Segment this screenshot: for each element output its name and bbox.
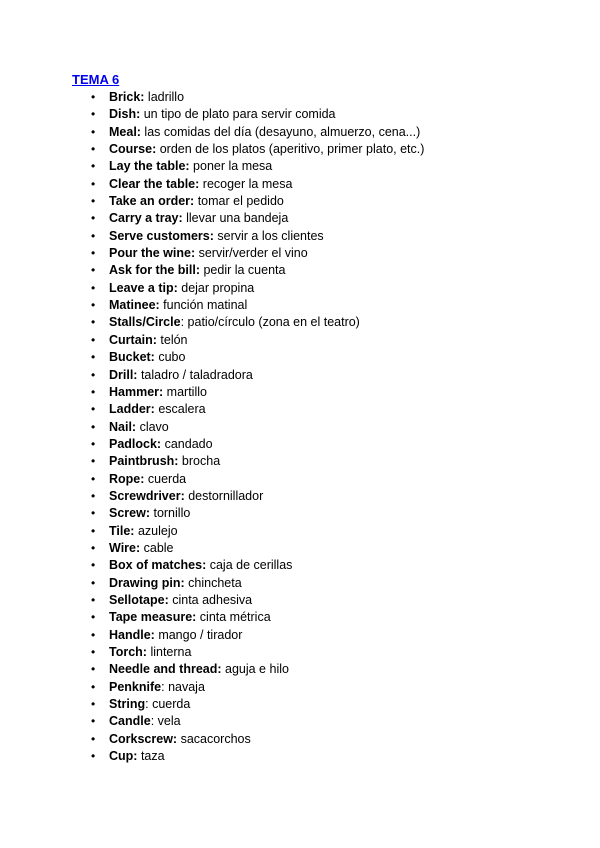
vocab-translation: pedir la cuenta [199,263,286,278]
vocab-translation: mango / tirador [154,627,243,642]
list-item [0,401,424,418]
vocab-term: Hammer: [109,384,164,399]
vocab-translation: taza [137,749,165,764]
vocab-term: Screw: [109,506,150,521]
list-item [0,696,424,713]
vocab-term: Lay the table: [109,159,190,174]
vocab-translation: navaja [164,679,205,694]
vocab-term: Stalls/Circle [109,315,181,330]
list-item [0,228,424,245]
vocab-term: Box of matches: [109,558,207,573]
list-item [0,367,424,384]
vocab-translation: destornillador [184,488,264,503]
vocab-translation: tornillo [150,506,191,521]
vocab-translation: tomar el pedido [194,194,284,209]
list-item [0,471,424,488]
vocab-translation: candado [161,436,213,451]
vocab-translation: patio/círculo (zona en el teatro) [184,315,360,330]
vocab-separator: : [161,679,165,694]
vocab-term: Wire: [109,540,141,555]
vocab-term: Course: [109,142,157,157]
vocab-translation: ladrillo [144,90,185,104]
vocab-term: Dish: [109,107,141,122]
bullet-icon: • [91,176,96,191]
bullet-icon: • [91,454,96,469]
vocab-term: Corkscrew: [109,731,178,746]
vocab-term: Screwdriver: [109,488,185,503]
bullet-icon: • [91,436,96,451]
bullet-icon: • [91,627,96,642]
bullet-icon: • [91,367,96,382]
vocab-translation: servir/verder el vino [195,246,308,261]
bullet-icon: • [91,90,96,104]
vocab-translation: caja de cerillas [206,558,293,573]
vocab-term: Handle: [109,627,155,642]
bullet-icon: • [91,749,96,764]
list-item [0,557,424,574]
vocab-translation: brocha [178,454,221,469]
vocab-translation: un tipo de plato para servir comida [140,107,336,122]
bullet-icon: • [91,419,96,434]
vocab-term: Penknife [109,679,162,694]
vocab-translation: martillo [163,384,207,399]
vocab-term: Paintbrush: [109,454,179,469]
list-item [0,314,424,331]
list-item [0,89,424,106]
bullet-icon: • [91,645,96,659]
list-item [0,245,424,262]
list-item [0,384,424,401]
vocab-term: Tape measure: [109,610,197,625]
vocab-term: Drawing pin: [109,575,185,590]
vocab-term: Rope: [109,471,145,486]
vocab-term: Bucket: [109,350,155,365]
bullet-icon: • [91,315,96,330]
vocab-translation: cubo [154,350,186,365]
vocab-term: Matinee: [109,298,160,313]
vocab-term: Ladder: [109,402,155,417]
vocab-translation: telón [156,332,188,347]
list-item [0,193,424,210]
bullet-icon: • [91,350,96,365]
vocab-translation: escalera [154,402,206,417]
list-item [0,297,424,314]
list-item [0,731,424,748]
list-item [0,158,424,175]
list-item [0,609,424,626]
vocab-translation: cuerda [144,471,187,486]
bullet-icon: • [91,506,96,521]
vocabulary-list [0,89,424,765]
bullet-icon: • [91,679,96,694]
vocab-translation: poner la mesa [189,159,273,174]
vocab-translation: orden de los platos (aperitivo, primer plato, etc.) [156,142,425,157]
bullet-icon: • [91,263,96,278]
vocab-term: Carry a tray: [109,211,183,226]
bullet-icon: • [91,228,96,243]
vocab-term: Ask for the bill: [109,263,200,278]
vocab-term: Drill: [109,367,138,382]
bullet-icon: • [91,280,96,295]
vocab-term: Padlock: [109,436,162,451]
list-item [0,523,424,540]
vocab-term: Serve customers: [109,228,214,243]
list-item [0,280,424,297]
vocab-translation: llevar una bandeja [182,211,289,226]
list-item [0,661,424,678]
list-item [0,644,424,661]
vocab-translation: sacacorchos [177,731,251,746]
vocab-translation: taladro / taladradora [137,367,253,382]
bullet-icon: • [91,107,96,122]
vocab-term: Leave a tip: [109,280,178,295]
bullet-icon: • [91,697,96,712]
vocab-translation: las comidas del día (desayuno, almuerzo, cena...) [140,124,421,139]
vocab-separator: : [180,315,185,330]
vocab-term: Torch: [109,645,147,659]
list-item [0,141,424,158]
bullet-icon: • [91,246,96,261]
bullet-icon: • [91,298,96,313]
vocab-translation: dejar propina [177,280,255,295]
vocab-translation: aguja e hilo [221,662,289,677]
list-item [0,748,424,765]
list-item [0,106,424,123]
bullet-icon: • [91,592,96,607]
bullet-icon: • [91,194,96,209]
bullet-icon: • [91,124,96,139]
bullet-icon: • [91,610,96,625]
bullet-icon: • [91,662,96,677]
list-item [0,453,424,470]
vocab-term: Pour the wine: [109,246,196,261]
vocab-translation: servir a los clientes [213,228,324,243]
vocab-term: Meal: [109,124,141,139]
bullet-icon: • [91,471,96,486]
list-item [0,505,424,522]
vocab-translation: cable [140,540,174,555]
list-item [0,124,424,141]
vocab-term: Cup: [109,749,138,764]
vocab-term: Nail: [109,419,137,434]
vocab-translation: clavo [136,419,169,434]
bullet-icon: • [91,402,96,417]
bullet-icon: • [91,575,96,590]
list-item [0,210,424,227]
vocab-term: Clear the table: [109,176,200,191]
bullet-icon: • [91,523,96,538]
vocab-translation: vela [154,714,181,729]
list-item [0,592,424,609]
bullet-icon: • [91,540,96,555]
vocab-term: Take an order: [109,194,195,209]
list-item [0,349,424,366]
section-heading-link[interactable]: TEMA 6 [72,72,120,87]
list-item [0,419,424,436]
vocab-term: Curtain: [109,332,157,347]
vocab-term: Sellotape: [109,592,169,607]
vocab-separator: : [145,697,149,712]
vocab-translation: cuerda [148,697,191,712]
bullet-icon: • [91,714,96,729]
bullet-icon: • [91,159,96,174]
bullet-icon: • [91,211,96,226]
list-item [0,262,424,279]
vocab-translation: chincheta [184,575,242,590]
vocab-translation: azulejo [134,523,178,538]
vocab-term: Tile: [109,523,135,538]
list-item [0,436,424,453]
vocab-translation: función matinal [159,298,248,313]
list-item [0,540,424,557]
vocab-translation: cinta métrica [196,610,271,625]
list-item [0,575,424,592]
list-item [0,713,424,730]
bullet-icon: • [91,384,96,399]
vocab-separator: : [150,714,155,729]
bullet-icon: • [91,558,96,573]
vocab-term: Brick: [109,90,145,104]
vocab-translation: linterna [146,645,192,659]
list-item [0,627,424,644]
bullet-icon: • [91,731,96,746]
list-item [0,679,424,696]
vocab-term: Needle and thread: [109,662,222,677]
vocab-translation: recoger la mesa [199,176,293,191]
vocab-term: Candle [109,714,151,729]
vocab-term: String [109,697,146,712]
bullet-icon: • [91,332,96,347]
list-item [0,488,424,505]
list-item [0,332,424,349]
vocab-translation: cinta adhesiva [168,592,253,607]
list-item [0,176,424,193]
bullet-icon: • [91,488,96,503]
bullet-icon: • [91,142,96,157]
